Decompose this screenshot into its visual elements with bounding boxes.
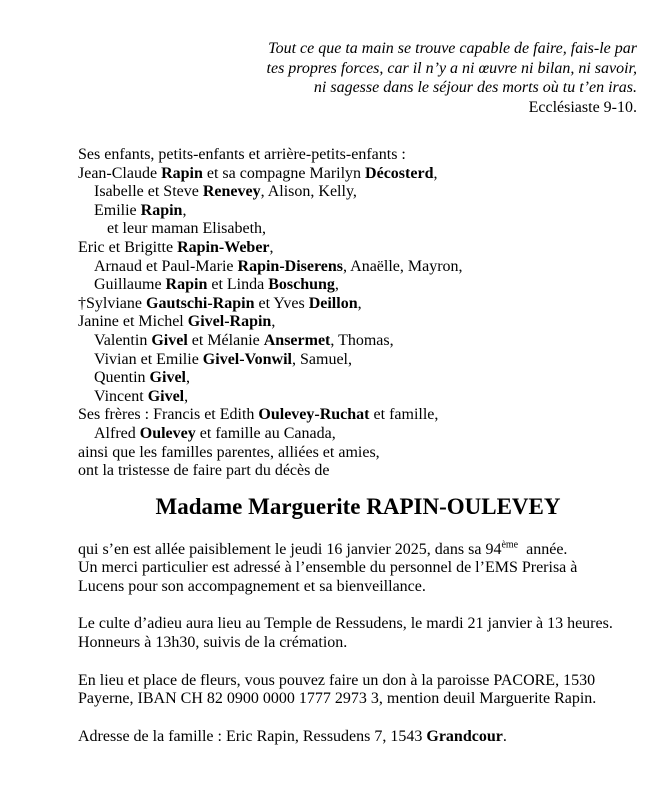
text-segment: Rapin-Weber [177, 238, 270, 256]
family-line [78, 425, 638, 444]
paragraph-line [78, 559, 638, 578]
text-segment: . [502, 727, 507, 745]
quote-line [0, 59, 637, 79]
family-line [78, 444, 638, 463]
text-segment: Ses frères : Francis et Edith [78, 406, 259, 424]
text-segment: Grandcour [426, 727, 503, 745]
text-segment: Givel [151, 331, 188, 349]
donation-paragraph [78, 672, 638, 709]
text-segment: Un merci particulier est adressé à l’ensemble du personnel de l’EMS Prerisa à [78, 559, 578, 577]
text-segment: Givel [147, 387, 185, 405]
text-segment: Rapin [161, 164, 203, 182]
text-segment: Honneurs à 13h30, suivis de la crémation. [78, 634, 348, 652]
text-segment: année. [518, 540, 568, 558]
text-segment: Vincent [94, 387, 148, 405]
text-segment: Ses enfants, petits-enfants et arrière-petits-enfants : [78, 146, 406, 163]
quote-line [0, 39, 637, 59]
text-segment: Janine et Michel [78, 313, 188, 331]
family-line [78, 239, 638, 258]
text-segment: et leur maman Elisabeth, [107, 220, 267, 238]
text-segment: , [271, 313, 276, 331]
paragraph-line [78, 578, 638, 597]
family-line [78, 276, 638, 295]
ceremony-paragraph [78, 615, 638, 652]
text-segment: ème [501, 539, 519, 551]
text-segment: et famille, [369, 406, 439, 424]
text-segment: , [433, 164, 438, 182]
text-segment: Vivian et Emilie [94, 350, 203, 368]
paragraph-line [78, 690, 638, 709]
family-list [78, 146, 638, 481]
deceased-name: Madame Marguerite RAPIN-OULEVEY [155, 493, 561, 519]
text-segment: Isabelle et Steve [94, 183, 203, 201]
family-line [78, 220, 638, 239]
family-line [78, 462, 638, 481]
family-line [78, 295, 638, 314]
text-segment: , [269, 238, 274, 256]
announcement-body [78, 146, 638, 746]
text-segment: qui s’en est allée paisiblement le jeudi 16 janvier 2025, dans sa 94 [78, 540, 502, 558]
family-line [78, 146, 638, 165]
text-segment: Boschung [268, 276, 335, 294]
text-segment: Gautschi-Rapin [146, 294, 255, 312]
text-segment: Rapin [165, 276, 208, 294]
text-segment: tes propres forces, car il n’y a ni œuvre ni bilan, ni savoir, [266, 59, 637, 77]
family-line [78, 183, 638, 202]
family-line [78, 258, 638, 277]
text-segment: Le culte d’adieu aura lieu au Temple de Ressudens, le mardi 21 janvier à 13 heures. [78, 615, 613, 633]
scripture-quote [0, 0, 650, 117]
text-segment: et Yves [254, 294, 309, 312]
text-segment: Deillon [308, 294, 358, 312]
text-segment: , [357, 294, 362, 312]
text-segment: , Samuel, [292, 350, 352, 368]
text-segment: et sa compagne Marilyn [202, 164, 366, 182]
text-segment: Valentin [94, 331, 152, 349]
family-line [78, 313, 638, 332]
family-line [78, 165, 638, 184]
text-segment: et Mélanie [187, 331, 264, 349]
text-segment: , [185, 369, 190, 387]
text-segment: , Thomas, [330, 331, 394, 349]
death-details-paragraph [78, 541, 638, 597]
text-segment: et famille au Canada, [195, 424, 336, 442]
text-segment: Ansermet [263, 331, 331, 349]
text-segment: , Alison, Kelly, [260, 183, 357, 201]
text-segment: Alfred [94, 424, 140, 442]
text-segment: Arnaud et Paul-Marie [94, 257, 238, 275]
text-segment: Rapin [140, 201, 183, 219]
paragraph-line [78, 728, 638, 747]
text-segment: Tout ce que ta main se trouve capable de faire, fais-le par [268, 40, 637, 57]
family-line [78, 351, 638, 370]
text-segment: Décosterd [365, 164, 434, 182]
text-segment: Givel [149, 369, 186, 387]
family-line [78, 332, 638, 351]
text-segment: Quentin [94, 369, 150, 387]
text-segment: Renevey [202, 183, 261, 201]
quote-line [0, 78, 637, 98]
family-address-paragraph [78, 728, 638, 747]
text-segment: et Linda [207, 276, 269, 294]
text-segment: En lieu et place de fleurs, vous pouvez faire un don à la paroisse PACORE, 1530 [78, 671, 596, 689]
quote-text [0, 39, 637, 98]
text-segment: , [184, 387, 189, 405]
paragraph-line [78, 672, 638, 691]
family-line [78, 406, 638, 425]
text-segment: Rapin-Diserens [237, 257, 344, 275]
text-segment: †Sylviane [78, 294, 146, 312]
text-segment: Givel-Rapin [187, 313, 272, 331]
family-line [78, 202, 638, 221]
text-segment: Payerne, IBAN CH 82 0900 0000 1777 2973 3, mention deuil Marguerite Rapin. [78, 690, 597, 708]
text-segment: Lucens pour son accompagnement et sa bienveillance. [78, 577, 426, 595]
text-segment: ont la tristesse de faire part du décès de [78, 462, 330, 480]
text-segment: Oulevey [139, 424, 196, 442]
text-segment: Adresse de la famille : Eric Rapin, Ressudens 7, 1543 [78, 727, 427, 745]
text-segment: Eric et Brigitte [78, 238, 178, 256]
text-segment: , [182, 201, 187, 219]
text-segment: Guillaume [94, 276, 166, 294]
family-line [78, 388, 638, 407]
text-segment: Jean-Claude [78, 164, 162, 182]
text-segment: , [334, 276, 339, 294]
text-segment: Emilie [94, 201, 141, 219]
text-segment: ainsi que les familles parentes, alliées et amies, [78, 443, 380, 461]
family-line [78, 369, 638, 388]
text-segment: ni sagesse dans le séjour des morts où tu t’en iras. [313, 79, 637, 96]
quote-attribution: Ecclésiaste 9-10. [528, 98, 637, 116]
paragraph-line [78, 615, 638, 634]
text-segment: Givel-Vonwil [202, 350, 292, 368]
text-segment: , Anaëlle, Mayron, [343, 257, 463, 275]
paragraph-line [78, 541, 638, 560]
text-segment: Oulevey-Ruchat [258, 406, 370, 424]
paragraph-line [78, 634, 638, 653]
